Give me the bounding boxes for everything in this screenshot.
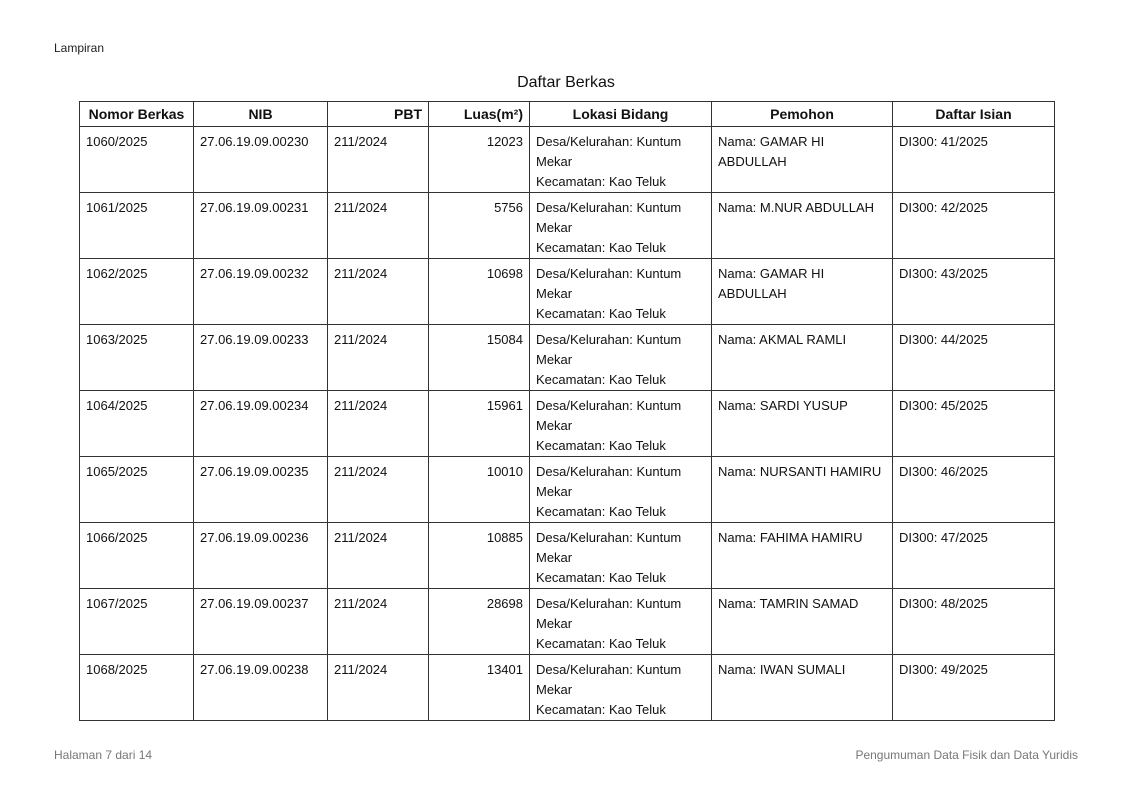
table-row — [80, 325, 1055, 391]
column-header: PBT — [328, 102, 429, 127]
daftar-isian-cell: DI300: 46/2025 — [893, 457, 1055, 523]
table-row — [80, 127, 1055, 193]
luas-cell: 12023 — [429, 127, 530, 193]
luas-cell: 13401 — [429, 655, 530, 721]
desa-text: Desa/Kelurahan: Kuntum Mekar — [536, 134, 682, 169]
kecamatan-text: Kecamatan: Kao Teluk — [536, 504, 666, 519]
kecamatan-text: Kecamatan: Kao Teluk — [536, 240, 666, 255]
page-number: Halaman 7 dari 14 — [54, 748, 153, 762]
nib-cell: 27.06.19.09.00238 — [194, 655, 328, 721]
pbt-cell: 211/2024 — [328, 655, 429, 721]
pbt-cell: 211/2024 — [328, 523, 429, 589]
table-row — [80, 589, 1055, 655]
lokasi-cell — [530, 655, 712, 721]
footer-document-name: Pengumuman Data Fisik dan Data Yuridis — [855, 748, 1078, 762]
luas-cell: 28698 — [429, 589, 530, 655]
daftar-isian-cell: DI300: 45/2025 — [893, 391, 1055, 457]
lokasi-cell — [530, 457, 712, 523]
nomor-berkas-cell: 1063/2025 — [80, 325, 194, 391]
pbt-cell: 211/2024 — [328, 127, 429, 193]
daftar-isian-cell: DI300: 41/2025 — [893, 127, 1055, 193]
nib-cell: 27.06.19.09.00232 — [194, 259, 328, 325]
pemohon-cell: Nama: FAHIMA HAMIRU — [712, 523, 893, 589]
column-header: NIB — [194, 102, 328, 127]
pemohon-cell: Nama: NURSANTI HAMIRU — [712, 457, 893, 523]
desa-text: Desa/Kelurahan: Kuntum Mekar — [536, 596, 682, 631]
table-row — [80, 259, 1055, 325]
lokasi-cell — [530, 325, 712, 391]
pbt-cell: 211/2024 — [328, 589, 429, 655]
kecamatan-text: Kecamatan: Kao Teluk — [536, 306, 666, 321]
table-row — [80, 457, 1055, 523]
pemohon-cell: Nama: SARDI YUSUP — [712, 391, 893, 457]
pemohon-cell: Nama: IWAN SUMALI — [712, 655, 893, 721]
kecamatan-text: Kecamatan: Kao Teluk — [536, 636, 666, 651]
lokasi-cell — [530, 523, 712, 589]
nomor-berkas-cell: 1068/2025 — [80, 655, 194, 721]
pemohon-cell: Nama: GAMAR HI ABDULLAH — [712, 259, 893, 325]
daftar-isian-cell: DI300: 47/2025 — [893, 523, 1055, 589]
nib-cell: 27.06.19.09.00235 — [194, 457, 328, 523]
nomor-berkas-cell: 1067/2025 — [80, 589, 194, 655]
pbt-cell: 211/2024 — [328, 325, 429, 391]
nib-cell: 27.06.19.09.00236 — [194, 523, 328, 589]
nib-cell: 27.06.19.09.00233 — [194, 325, 328, 391]
nomor-berkas-cell: 1061/2025 — [80, 193, 194, 259]
pbt-cell: 211/2024 — [328, 259, 429, 325]
luas-cell: 10010 — [429, 457, 530, 523]
column-header: Daftar Isian — [893, 102, 1055, 127]
daftar-isian-cell: DI300: 43/2025 — [893, 259, 1055, 325]
lokasi-cell — [530, 127, 712, 193]
desa-text: Desa/Kelurahan: Kuntum Mekar — [536, 662, 682, 697]
desa-text: Desa/Kelurahan: Kuntum Mekar — [536, 398, 682, 433]
nomor-berkas-cell: 1065/2025 — [80, 457, 194, 523]
table-row — [80, 391, 1055, 457]
desa-text: Desa/Kelurahan: Kuntum Mekar — [536, 530, 682, 565]
nib-cell: 27.06.19.09.00234 — [194, 391, 328, 457]
desa-text: Desa/Kelurahan: Kuntum Mekar — [536, 266, 682, 301]
lokasi-cell — [530, 391, 712, 457]
nomor-berkas-cell: 1062/2025 — [80, 259, 194, 325]
luas-cell: 5756 — [429, 193, 530, 259]
luas-cell: 15961 — [429, 391, 530, 457]
daftar-isian-cell: DI300: 42/2025 — [893, 193, 1055, 259]
daftar-isian-cell: DI300: 48/2025 — [893, 589, 1055, 655]
berkas-table — [79, 101, 1055, 721]
kecamatan-text: Kecamatan: Kao Teluk — [536, 570, 666, 585]
pemohon-cell: Nama: M.NUR ABDULLAH — [712, 193, 893, 259]
pbt-cell: 211/2024 — [328, 193, 429, 259]
luas-cell: 15084 — [429, 325, 530, 391]
column-header: Nomor Berkas — [80, 102, 194, 127]
daftar-isian-cell: DI300: 44/2025 — [893, 325, 1055, 391]
document-title: Daftar Berkas — [517, 74, 615, 91]
lokasi-cell — [530, 259, 712, 325]
column-header: Luas(m²) — [429, 102, 530, 127]
nib-cell: 27.06.19.09.00237 — [194, 589, 328, 655]
nomor-berkas-cell: 1066/2025 — [80, 523, 194, 589]
column-header: Lokasi Bidang — [530, 102, 712, 127]
desa-text: Desa/Kelurahan: Kuntum Mekar — [536, 332, 682, 367]
pbt-cell: 211/2024 — [328, 457, 429, 523]
kecamatan-text: Kecamatan: Kao Teluk — [536, 174, 666, 189]
table-row — [80, 655, 1055, 721]
table-row — [80, 193, 1055, 259]
column-header: Pemohon — [712, 102, 893, 127]
lokasi-cell — [530, 589, 712, 655]
header-label: Lampiran — [54, 41, 105, 55]
nib-cell: 27.06.19.09.00230 — [194, 127, 328, 193]
pemohon-cell: Nama: GAMAR HI ABDULLAH — [712, 127, 893, 193]
pemohon-cell: Nama: AKMAL RAMLI — [712, 325, 893, 391]
nomor-berkas-cell: 1064/2025 — [80, 391, 194, 457]
desa-text: Desa/Kelurahan: Kuntum Mekar — [536, 464, 682, 499]
pemohon-cell: Nama: TAMRIN SAMAD — [712, 589, 893, 655]
luas-cell: 10885 — [429, 523, 530, 589]
nomor-berkas-cell: 1060/2025 — [80, 127, 194, 193]
daftar-isian-cell: DI300: 49/2025 — [893, 655, 1055, 721]
desa-text: Desa/Kelurahan: Kuntum Mekar — [536, 200, 682, 235]
table-row — [80, 523, 1055, 589]
luas-cell: 10698 — [429, 259, 530, 325]
nib-cell: 27.06.19.09.00231 — [194, 193, 328, 259]
kecamatan-text: Kecamatan: Kao Teluk — [536, 438, 666, 453]
kecamatan-text: Kecamatan: Kao Teluk — [536, 702, 666, 717]
lokasi-cell — [530, 193, 712, 259]
kecamatan-text: Kecamatan: Kao Teluk — [536, 372, 666, 387]
pbt-cell: 211/2024 — [328, 391, 429, 457]
table-header-row — [80, 102, 1055, 127]
